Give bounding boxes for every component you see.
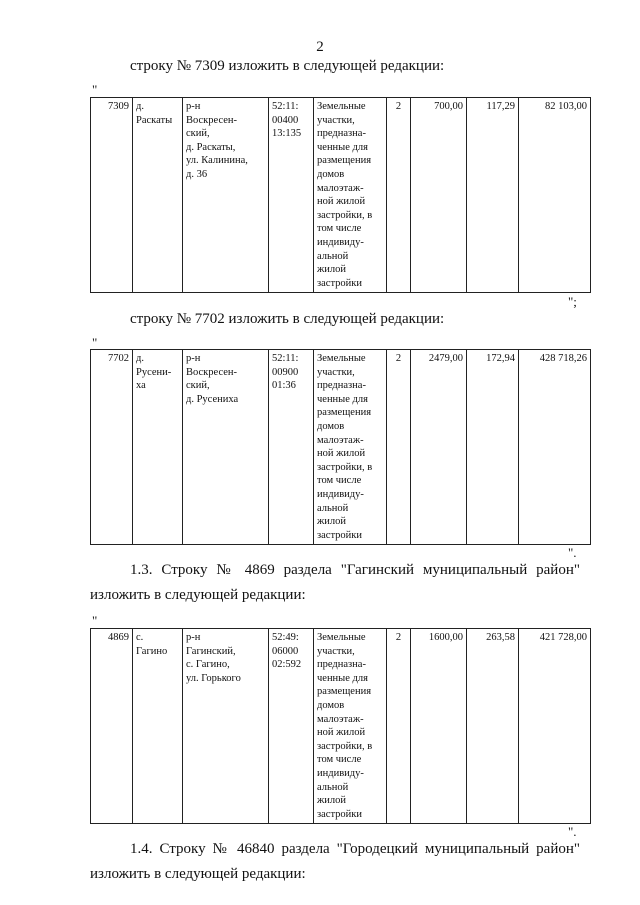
table-row-7309: [90, 97, 591, 293]
intro-row-7702: строку № 7702 изложить в следующей редакции:: [130, 311, 445, 327]
cell-address: р-н Воскресен- ский, д. Русениха: [183, 350, 269, 545]
cell-purpose: Земельные участки, предназна- ченные для размещения домов малоэтаж- ной жилой застройки, в том числе индивиду- альной жилой застройки: [314, 350, 387, 545]
cell-locality: д. Русени- ха: [133, 350, 183, 545]
cell-address: р-н Гагинский, с. Гагино, ул. Горького: [183, 629, 269, 824]
paragraph-1-4: 1.4. Строку № 46840 раздела "Городецкий муниципальный район": [130, 841, 580, 857]
cell-area: 700,00: [411, 98, 467, 293]
open-quote: ": [92, 613, 98, 628]
cell-group: 2: [387, 98, 411, 293]
cell-locality: с. Гагино: [133, 629, 183, 824]
cell-area: 1600,00: [411, 629, 467, 824]
cell-rate: 117,29: [467, 98, 519, 293]
cell-id: 7702: [91, 350, 133, 545]
cell-cadastral: 52:49: 06000 02:592: [269, 629, 314, 824]
paragraph-1-3: 1.3. Строку № 4869 раздела "Гагинский муниципальный район": [130, 562, 580, 578]
open-quote: ": [92, 82, 98, 97]
cell-group: 2: [387, 350, 411, 545]
cell-group: 2: [387, 629, 411, 824]
cell-rate: 263,58: [467, 629, 519, 824]
cell-cadastral: 52:11: 00400 13:135: [269, 98, 314, 293]
cell-value: 82 103,00: [519, 98, 591, 293]
cell-address: р-н Воскресен- ский, д. Раскаты, ул. Калинина, д. 36: [183, 98, 269, 293]
close-quote: ".: [568, 545, 577, 560]
cell-cadastral: 52:11: 00900 01:36: [269, 350, 314, 545]
page-number: 2: [316, 39, 324, 55]
cell-area: 2479,00: [411, 350, 467, 545]
open-quote: ": [92, 335, 98, 350]
cell-purpose: Земельные участки, предназна- ченные для размещения домов малоэтаж- ной жилой застройки, в том числе индивиду- альной жилой застройки: [314, 98, 387, 293]
cell-value: 421 728,00: [519, 629, 591, 824]
cell-id: 7309: [91, 98, 133, 293]
cell-purpose: Земельные участки, предназна- ченные для размещения домов малоэтаж- ной жилой застройки, в том числе индивиду- альной жилой застройки: [314, 629, 387, 824]
cell-id: 4869: [91, 629, 133, 824]
close-quote: ".: [568, 824, 577, 839]
cell-rate: 172,94: [467, 350, 519, 545]
paragraph-1-3-continuation: изложить в следующей редакции:: [90, 587, 306, 603]
close-quote: ";: [568, 294, 577, 309]
table-row-4869: [90, 628, 591, 824]
paragraph-1-4-continuation: изложить в следующей редакции:: [90, 866, 306, 882]
table-row-7702: [90, 349, 591, 545]
cell-value: 428 718,26: [519, 350, 591, 545]
intro-row-7309: строку № 7309 изложить в следующей редакции:: [130, 58, 445, 74]
cell-locality: д. Раскаты: [133, 98, 183, 293]
